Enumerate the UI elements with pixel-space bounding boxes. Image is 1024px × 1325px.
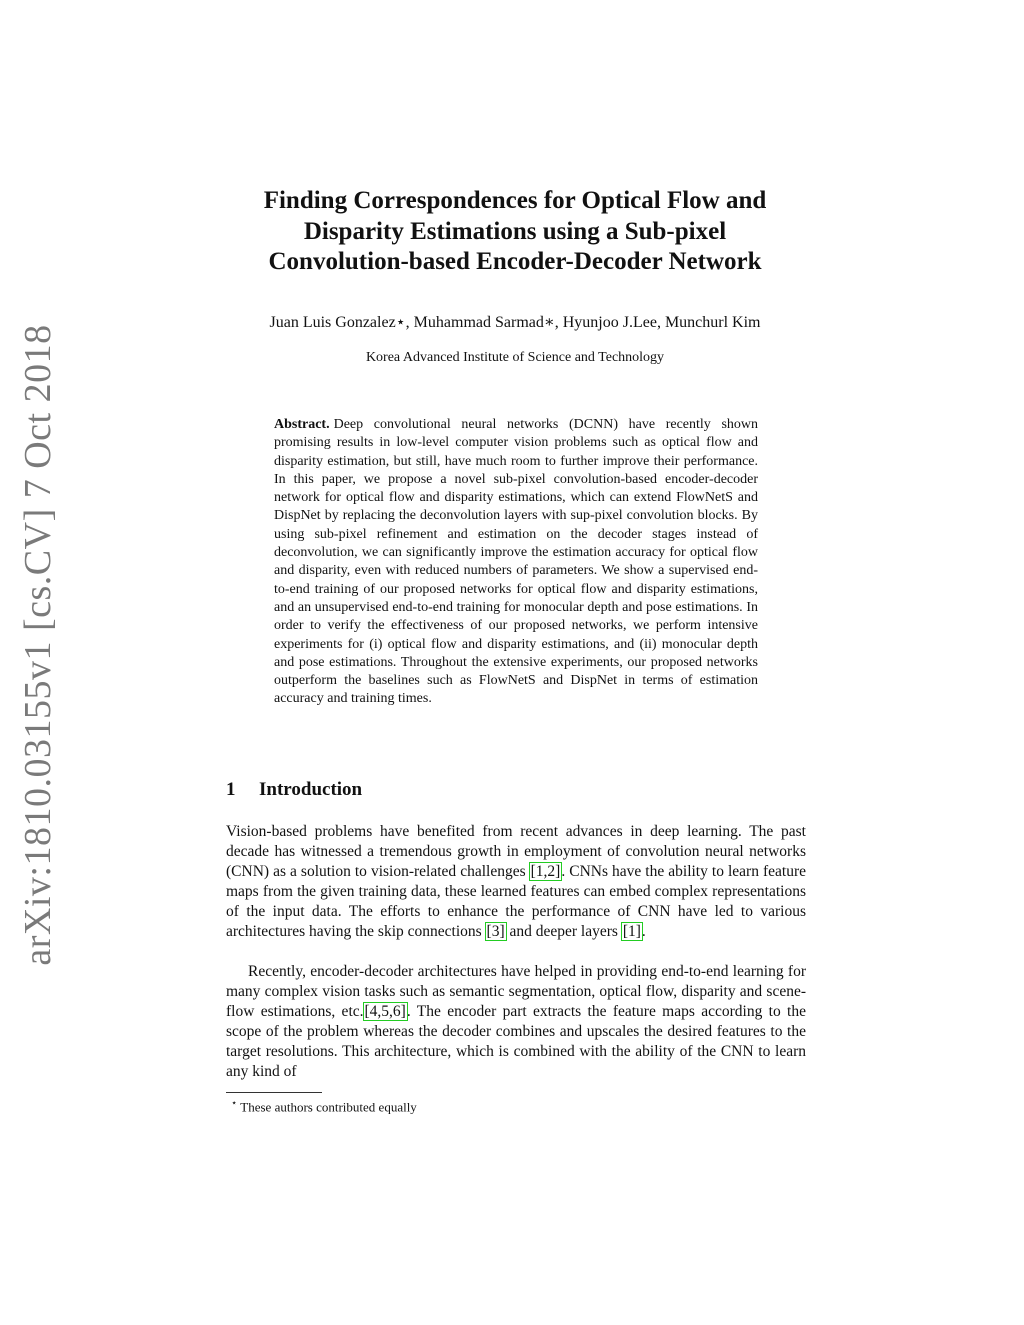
paper-title [200, 186, 830, 278]
intro-text: and deeper layers [505, 923, 622, 940]
section-number: 1 [226, 779, 236, 800]
title-line: Finding Correspondences for Optical Flow and [263, 187, 767, 214]
title-line: Disparity Estimations using a Sub-pixel [303, 217, 727, 245]
abstract [274, 416, 758, 709]
citation-link[interactable]: [4,5,6] [364, 1003, 406, 1020]
intro-text: . [641, 923, 646, 940]
section-title: Introduction [259, 779, 363, 800]
arxiv-identifier: arXiv:1810.03155v1 [cs.CV] 7 Oct 2018 [17, 324, 59, 966]
citation-link[interactable]: [1] [622, 923, 641, 940]
footnote-divider [226, 1092, 322, 1093]
author-list: Juan Luis Gonzalez⋆, Muhammad Sarmad∗, Hyunjoo J.Lee, Munchurl Kim [269, 314, 761, 331]
citation-link[interactable]: [1,2] [530, 863, 561, 880]
affiliation: Korea Advanced Institute of Science and Technology [365, 350, 665, 365]
abstract-label: Abstract. [274, 417, 330, 432]
intro-text: . CNNs have the ability to learn feature maps from the given training data, these learned features can embed complex representations of the input data. The efforts to enhance the performance of CNN have led to various architectures having the skip connections [226, 863, 806, 940]
intro-text: . The encoder part extracts the feature maps according to the scope of the problem whereas the decoder combines and upscales the desired features to the target resolutions. This architecture, which is combined with the ability of the CNN to learn any kind of [226, 1003, 806, 1080]
citation-link[interactable]: [3] [486, 923, 505, 940]
footnote-text: These authors contributed equally [240, 1099, 417, 1115]
intro-text: Recently, encoder-decoder architectures have helped in providing end-to-end learning for many complex vision tasks such as semantic segmentation, optical flow, disparity and scene-flow estimations, etc. [226, 963, 806, 1020]
intro-paragraph-2 [226, 962, 806, 1082]
abstract-text: Deep convolutional neural networks (DCNN) have recently shown promising results in low-level computer vision problems such as optical flow and disparity estimation, but still, have much room to further improve their performance. In this paper, we propose a novel sub-pixel convolution-based encoder-decoder network for optical flow and disparity estimations, which can extend FlowNetS and DispNet by replacing the deconvolution layers with sup-pixel convolution blocks. By using sub-pixel refinement and estimation on the decoder stages instead of deconvolution, we can significantly improve the estimation accuracy for optical flow and disparity, even with reduced numbers of parameters. We show a supervised end-to-end training of our proposed networks for optical flow and disparity estimations, and an unsupervised end-to-end training for monocular depth and pose estimations. In order to verify the effectiveness of our proposed networks, we perform intensive experiments for (i) optical flow and disparity estimations, and (ii) monocular depth and pose estimations. Throughout the extensive experiments, our proposed networks outperform the baselines such as FlowNetS and DispNet in terms of estimation accuracy and training times. [274, 417, 758, 707]
intro-text: Vision-based problems have benefited from recent advances in deep learning. The past decade has witnessed a tremendous growth in employment of convolution neural networks (CNN) as a solution to vision-related challenges [226, 823, 806, 880]
section-heading [226, 779, 362, 801]
footnote [231, 1096, 417, 1115]
title-line: Convolution-based Encoder-Decoder Network [268, 248, 762, 275]
intro-paragraph-1 [226, 822, 806, 942]
footnote-marker: ⋆ [231, 1098, 238, 1109]
